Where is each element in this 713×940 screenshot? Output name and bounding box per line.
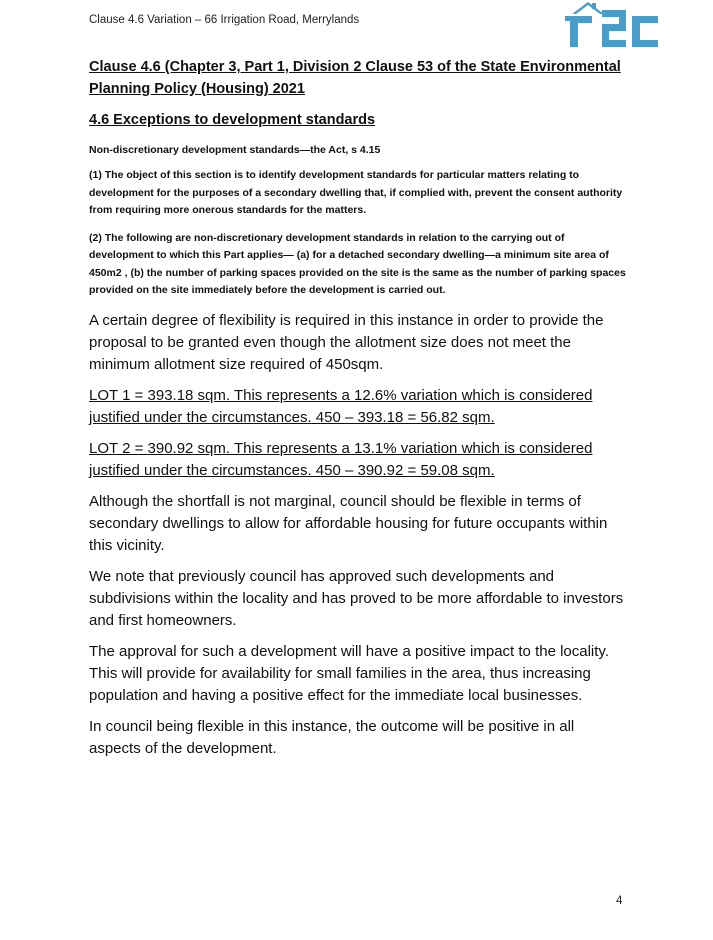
paragraph-positive-impact: The approval for such a development will have a positive impact to the locality. This will provide for availability for small families in the area, thus increasing population and having a positive effect for the immediate local businesses. [89,642,609,704]
clause-2-text: (2) The following are non-discretionary development standards in relation to the carrying out of development to which this Part applies— (a) for a detached secondary dwelling—a minimum site area of 450m2 , (b) the number of parking spaces provided on the site is the same as the number of parking spaces provided on the site immediately before the development is carried out. [89,231,626,296]
paragraph-shortfall: Although the shortfall is not marginal, council should be flexible in terms of secondary dwellings to allow for affordable housing for future occupants within this vicinity. [89,492,608,554]
r2c-logo [562,0,662,50]
paragraph-lot-2: LOT 2 = 390.92 sqm. This represents a 13.1% variation which is considered justified under the circumstances. 450 – 390.92 = 59.08 sqm. [89,439,593,479]
document-body [89,56,629,769]
running-header: Clause 4.6 Variation – 66 Irrigation Road, Merrylands [89,14,360,26]
paragraph-outcome: In council being flexible in this instance, the outcome will be positive in all aspects of the development. [89,717,575,757]
clause-1-text: (1) The object of this section is to identify development standards for particular matters relating to development for the purposes of a secondary dwelling that, if complied with, prevent the consent authority from requiring more onerous standards for the matters. [89,169,623,216]
paragraph-lot-1: LOT 1 = 393.18 sqm. This represents a 12.6% variation which is considered justified under the circumstances. 450 – 393.18 = 56.82 sqm. [89,386,593,426]
act-heading: Non-discretionary development standards—the Act, s 4.15 [89,144,381,156]
section-subheading: 4.6 Exceptions to development standards [89,112,376,128]
page-number: 4 [616,895,623,907]
paragraph-flexibility: A certain degree of flexibility is required in this instance in order to provide the proposal to be granted even though the allotment size does not meet the minimum allotment size required of 450sqm. [89,311,604,373]
paragraph-previous-approvals: We note that previously council has approved such developments and subdivisions within the locality and has proved to be more affordable to investors and first homeowners. [89,567,624,629]
page-heading: Clause 4.6 (Chapter 3, Part 1, Division 2 Clause 53 of the State Environmental Planning Policy (Housing) 2021 [89,59,621,97]
